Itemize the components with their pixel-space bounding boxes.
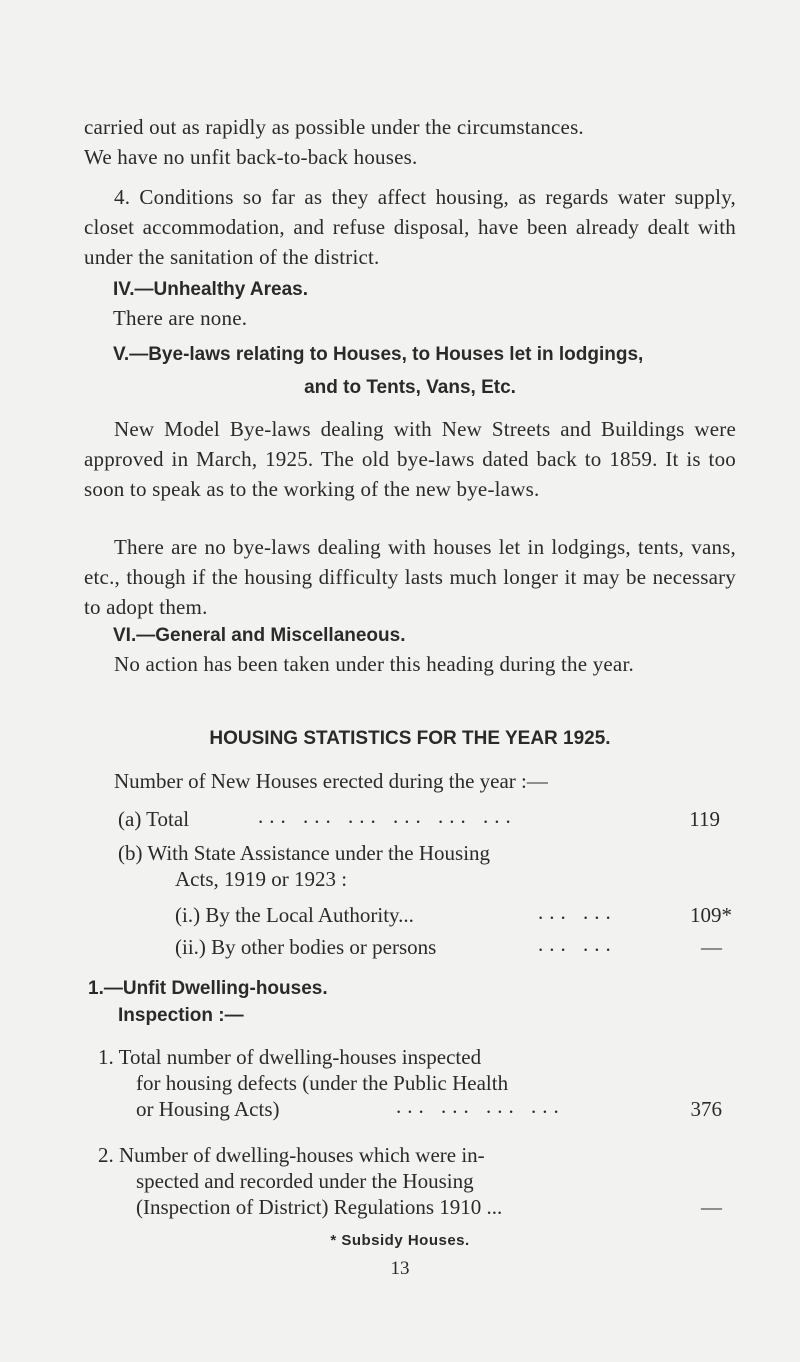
- intro-line-2: We have no unfit back-to-back houses.: [84, 145, 418, 169]
- section-v-text-1: New Model Bye-laws dealing with New Streets and Buildings were approved in March, 1925. The old bye-laws dated back to 1859. It is too soon to speak as to the working of the new bye-laws.: [84, 417, 736, 501]
- state-assistance-label-1: (b) With State Assistance under the Housing: [118, 841, 491, 865]
- page-number: 13: [390, 1258, 410, 1279]
- item-1-line-3: or Housing Acts): [136, 1097, 280, 1121]
- state-assistance-label-2: Acts, 1919 or 1923 :: [175, 867, 348, 891]
- conditions-paragraph: 4. Conditions so far as they affect housing, as regards water supply, closet accommodation, and refuse disposal, have been already dealt with under the sanitation of the district.: [84, 185, 736, 269]
- item-2-line-2: spected and recorded under the Housing: [136, 1169, 474, 1193]
- unfit-dwellings-heading: 1.—Unfit Dwelling-houses.: [88, 978, 328, 999]
- total-label: (a) Total: [118, 807, 190, 831]
- item-1-leader: ... ... ... ...: [396, 1094, 565, 1118]
- total-value: 119: [689, 807, 720, 831]
- item-2-value: —: [701, 1195, 722, 1219]
- section-vi-heading: VI.—General and Miscellaneous.: [113, 625, 406, 646]
- local-authority-leader: ... ...: [538, 900, 617, 924]
- local-authority-value: 109*: [690, 903, 732, 927]
- other-bodies-label: (ii.) By other bodies or persons: [175, 935, 437, 959]
- other-bodies-leader: ... ...: [538, 932, 617, 956]
- section-v-text-2: There are no bye-laws dealing with houses let in lodgings, tents, vans, etc., though if the housing difficulty lasts much longer it may be necessary to adopt them.: [84, 535, 736, 619]
- section-v-heading-line-1: V.—Bye-laws relating to Houses, to Houses let in lodgings,: [113, 344, 644, 365]
- section-v-heading-line-2: and to Tents, Vans, Etc.: [304, 377, 516, 398]
- intro-line-1: carried out as rapidly as possible under the circumstances.: [84, 115, 584, 139]
- section-iv-heading: IV.—Unhealthy Areas.: [113, 279, 309, 300]
- other-bodies-value: —: [701, 935, 722, 959]
- footnote: * Subsidy Houses.: [330, 1232, 470, 1249]
- item-1-value: 376: [690, 1097, 722, 1121]
- item-2-line-3: (Inspection of District) Regulations 1910 ...: [136, 1195, 503, 1219]
- statistics-title: HOUSING STATISTICS FOR THE YEAR 1925.: [209, 728, 611, 749]
- section-iv-text: There are none.: [113, 306, 248, 330]
- item-1-line-2: for housing defects (under the Public Health: [136, 1071, 509, 1095]
- section-vi-text: No action has been taken under this heading during the year.: [114, 652, 634, 676]
- local-authority-label: (i.) By the Local Authority...: [175, 903, 414, 927]
- inspection-heading: Inspection :—: [118, 1005, 244, 1026]
- item-2-line-1: 2. Number of dwelling-houses which were in-: [98, 1143, 485, 1167]
- total-leader: ... ... ... ... ... ...: [258, 804, 517, 828]
- item-1-line-1: 1. Total number of dwelling-houses inspected: [98, 1045, 482, 1069]
- new-houses-label: Number of New Houses erected during the year :—: [114, 769, 548, 793]
